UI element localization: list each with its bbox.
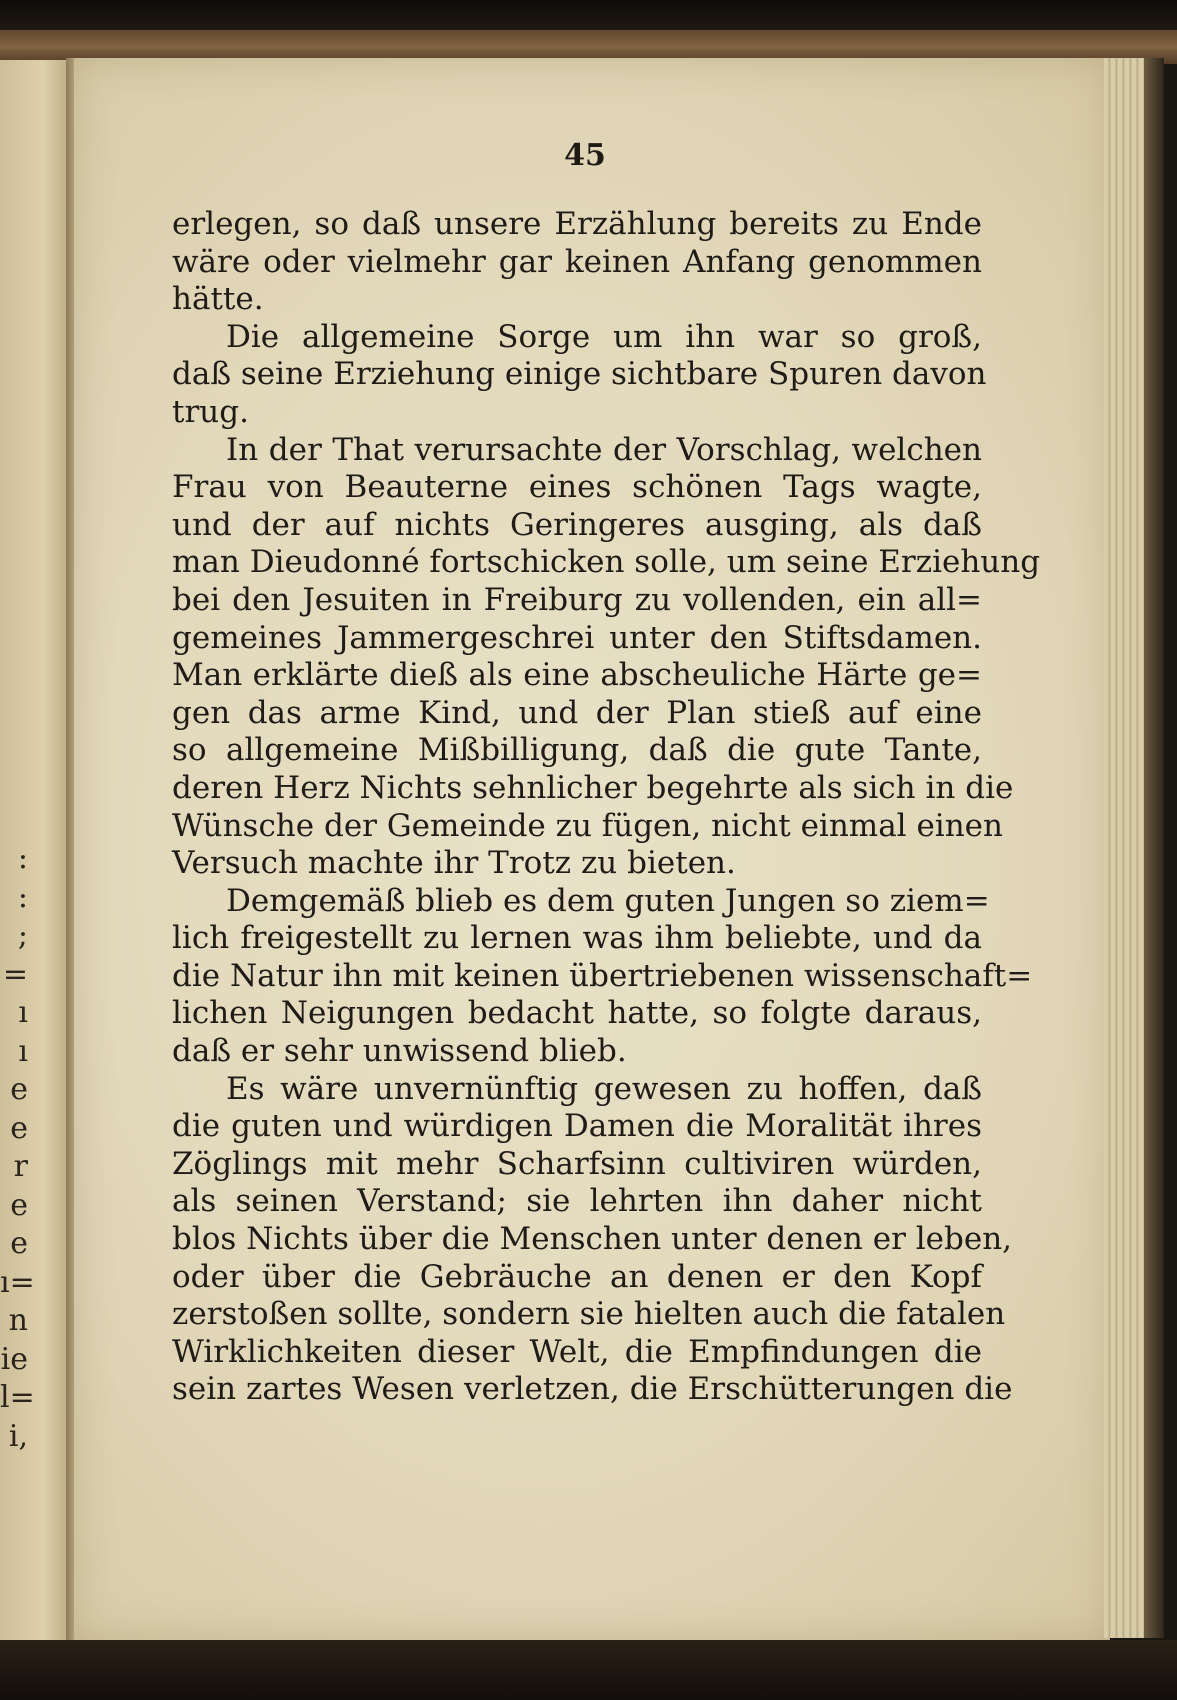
text-line: hätte.	[172, 281, 264, 318]
text-line: bei den Jesuiten in Freiburg zu vollenden, ein all=	[172, 581, 982, 618]
text-line: blos Nichts über die Menschen unter denen er leben,	[172, 1221, 1013, 1258]
text-line: Demgemäß blieb es dem guten Jungen so ziem=	[226, 882, 990, 919]
text-line: daß er sehr unwissend blieb.	[172, 1033, 627, 1070]
text-line: deren Herz Nichts sehnlicher begehrte als sich in die	[172, 769, 1014, 806]
text-line: wäre oder vielmehr gar keinen Anfang genommen	[172, 243, 982, 280]
page-number: 45	[564, 138, 606, 173]
text-line: sein zartes Wesen verletzen, die Erschütterungen die	[172, 1371, 1013, 1408]
text-line: die Natur ihn mit keinen übertriebenen wissenschaft=	[172, 957, 1033, 994]
facing-page-edge	[0, 60, 72, 1650]
text-line: Frau von Beauterne eines schönen Tags wagte,	[172, 469, 982, 506]
text-line: als seinen Verstand; sie lehrten ihn daher nicht	[172, 1183, 982, 1220]
text-line: man Dieudonné fortschicken solle, um seine Erziehung	[172, 544, 1041, 581]
text-line: gen das arme Kind, und der Plan stieß auf eine	[172, 694, 982, 731]
text-line: Die allgemeine Sorge um ihn war so groß,	[226, 318, 982, 355]
text-line: Versuch machte ihr Trotz zu bieten.	[172, 845, 736, 882]
text-line: Wirklichkeiten dieser Welt, die Empfindungen die	[172, 1333, 982, 1370]
page-stack-edges	[1104, 58, 1164, 1638]
text-line: daß seine Erziehung einige sichtbare Spuren davon	[172, 356, 987, 393]
text-line: Man erklärte dieß als eine abscheuliche Härte ge=	[172, 657, 982, 694]
text-line: zerstoßen sollte, sondern sie hielten auch die fatalen	[172, 1296, 1006, 1333]
text-line: Wünsche der Gemeinde zu fügen, nicht einmal einen	[172, 807, 1003, 844]
text-line: lichen Neigungen bedacht hatte, so folgte daraus,	[172, 995, 982, 1032]
body-text	[172, 206, 1041, 1409]
text-line: so allgemeine Mißbilligung, daß die gute Tante,	[172, 732, 982, 769]
text-line: gemeines Jammergeschrei unter den Stiftsdamen.	[172, 619, 982, 656]
text-line: und der auf nichts Geringeres ausging, als daß	[172, 506, 982, 543]
text-line: oder über die Gebräuche an denen er den Kopf	[172, 1258, 982, 1295]
book-cover-bottom	[0, 1640, 1177, 1700]
text-line: die guten und würdigen Damen die Moralität ihres	[172, 1108, 982, 1145]
text-line: trug.	[172, 393, 249, 430]
facing-page-fragments: : : ; = ı ı e e r e e ı= n ie l= i,	[0, 841, 35, 1454]
text-line: Zöglings mit mehr Scharfsinn cultiviren würden,	[172, 1145, 982, 1182]
text-line: Es wäre unvernünftig gewesen zu hoffen, daß	[226, 1070, 982, 1107]
text-line: In der That verursachte der Vorschlag, welchen	[226, 431, 982, 468]
text-line: lich freigestellt zu lernen was ihm beliebte, und da	[172, 920, 982, 957]
text-line: erlegen, so daß unsere Erzählung bereits zu Ende	[172, 206, 982, 242]
